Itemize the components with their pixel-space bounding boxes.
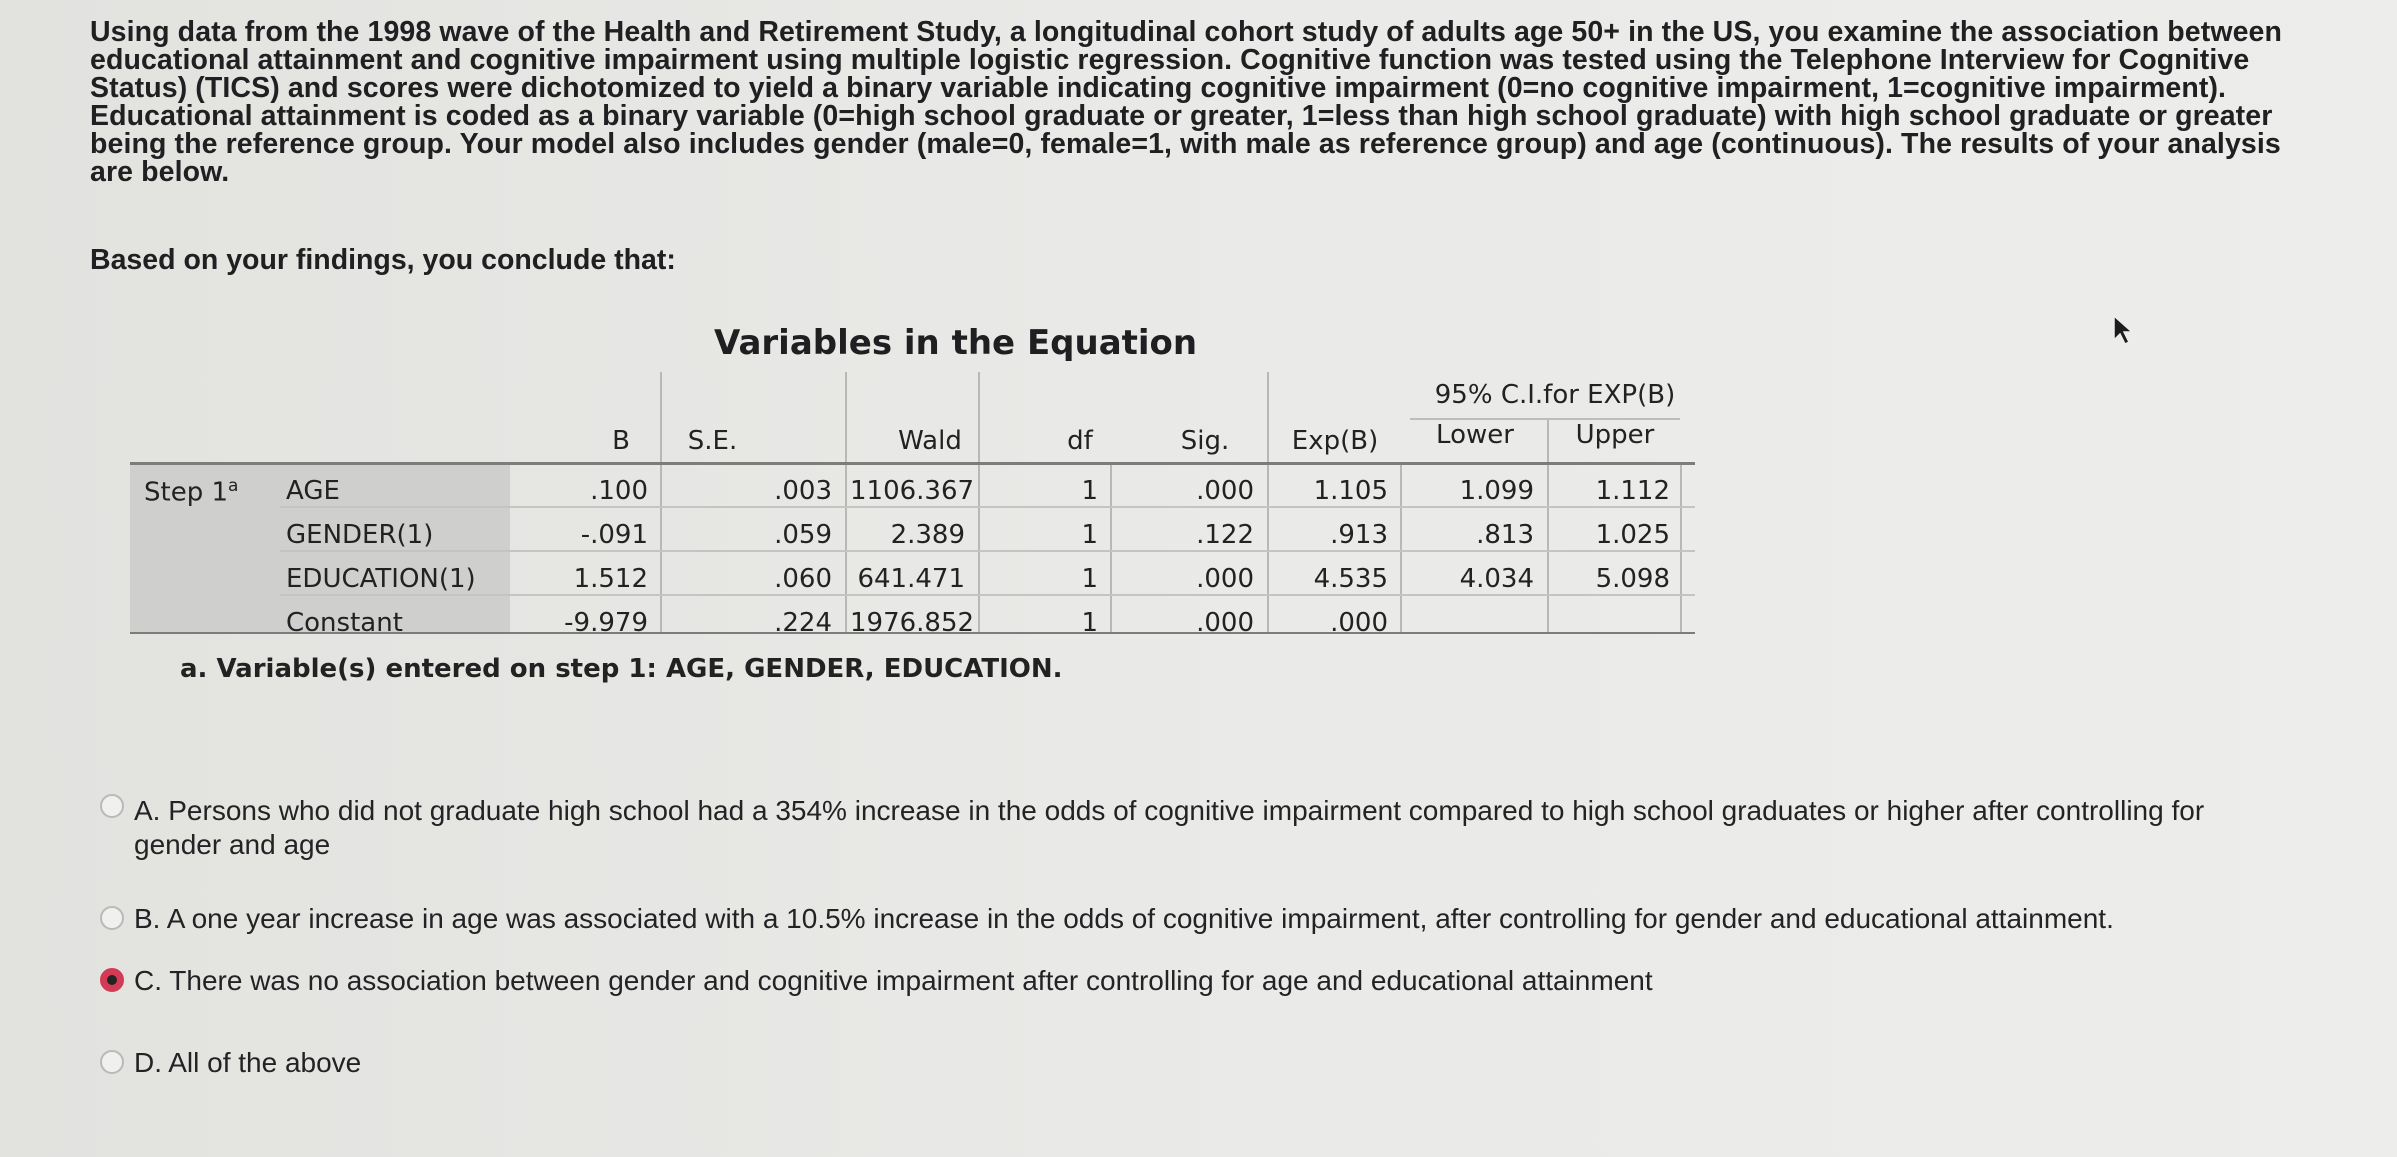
table-footnote: a. Variable(s) entered on step 1: AGE, GENDER, EDUCATION. (180, 654, 1063, 684)
row-var-age: AGE (286, 476, 340, 506)
row-var-constant: Constant (286, 608, 403, 638)
col-header-expb: Exp(B) (1291, 426, 1379, 456)
step-superscript: a (228, 476, 239, 496)
cell-lower: 1.099 (1459, 476, 1534, 506)
question-prompt: Based on your findings, you conclude that: (90, 244, 676, 276)
cell-expb: 4.535 (1313, 564, 1388, 594)
option-c-text (134, 964, 1653, 998)
cell-expb: 1.105 (1313, 476, 1388, 506)
column-divider (1547, 464, 1549, 632)
cell-lower: 4.034 (1459, 564, 1534, 594)
col-header-b: B (612, 426, 630, 456)
column-divider (845, 464, 847, 632)
cell-sig: .000 (1196, 608, 1254, 638)
cell-sig: .000 (1196, 564, 1254, 594)
row-rule (280, 506, 1695, 508)
cell-b: .100 (590, 476, 648, 506)
radio-c-selected-icon[interactable] (100, 968, 124, 992)
column-divider (660, 464, 662, 632)
table-title: Variables in the Equation (714, 323, 1198, 363)
column-divider (1680, 464, 1682, 632)
row-rule (280, 550, 1695, 552)
radio-b-icon[interactable] (100, 906, 124, 930)
cell-expb: .913 (1330, 520, 1388, 550)
cell-sig: .000 (1196, 476, 1254, 506)
column-divider (978, 464, 980, 632)
option-b-label: A one year increase in age was associated with a 10.5% increase in the odds of cognitive impairment, after controlling for gender and educational attainment. (166, 903, 2114, 934)
cell-b: -9.979 (564, 608, 648, 638)
option-d-letter: D. (134, 1047, 162, 1078)
cell-wald: 1976.852 (850, 608, 975, 638)
option-a-label: Persons who did not graduate high school had a 354% increase in the odds of cognitive impairment compared to high school graduates or higher after controlling for gender and age (134, 795, 2205, 860)
option-b-letter: B. (134, 903, 161, 934)
cell-se: .060 (774, 564, 832, 594)
column-divider (1110, 464, 1112, 632)
column-divider (1267, 372, 1269, 464)
col-header-se: S.E. (687, 426, 738, 456)
radio-a-icon[interactable] (100, 794, 124, 818)
cell-df: 1 (1081, 564, 1098, 594)
cell-upper: 1.112 (1595, 476, 1670, 506)
cell-se: .003 (774, 476, 832, 506)
option-c-label: There was no association between gender and cognitive impairment after controlling for age and educational attainment (169, 965, 1653, 996)
cell-upper: 5.098 (1595, 564, 1670, 594)
cell-b: 1.512 (573, 564, 648, 594)
header-rule (130, 462, 1695, 465)
column-divider (1400, 464, 1402, 632)
regression-table (130, 372, 1695, 642)
col-header-df: df (1067, 426, 1093, 456)
cell-se: .224 (774, 608, 832, 638)
cell-se: .059 (774, 520, 832, 550)
option-a-text (134, 794, 2274, 862)
mouse-cursor-icon (2114, 316, 2140, 350)
cell-lower: .813 (1476, 520, 1534, 550)
radio-d-icon[interactable] (100, 1050, 124, 1074)
cell-df: 1 (1081, 608, 1098, 638)
column-divider (1267, 464, 1269, 632)
option-a-letter: A. (134, 795, 161, 826)
step-label-text: Step 1 (144, 477, 229, 508)
row-var-gender: GENDER(1) (286, 520, 434, 550)
option-b-text (134, 902, 2114, 936)
cell-wald: 2.389 (890, 520, 965, 550)
option-d-text (134, 1046, 361, 1080)
ci-header: 95% C.I.for EXP(B) (1434, 380, 1676, 410)
col-header-lower: Lower (1436, 420, 1514, 450)
cell-b: -.091 (580, 520, 648, 550)
cell-upper: 1.025 (1595, 520, 1670, 550)
column-divider (1547, 418, 1549, 464)
question-text: Using data from the 1998 wave of the Health and Retirement Study, a longitudinal cohort study of adults age 50+ in the US, you examine the association between educational attainment and cognitive impairment using multiple logistic regression. Cognitive function was tested using the Telephone Interview for Cognitive Status) (TICS) and scores were dichotomized to yield a binary variable indicating cognitive impairment (0=no cognitive impairment, 1=cognitive impairment). Educational attainment is coded as a binary variable (0=high school graduate or greater, 1=less than high school graduate) with high school graduate or greater being the reference group. Your model also includes gender (male=0, female=1, with male as reference group) and age (continuous). The results of your analysis are below. (90, 16, 2282, 188)
cell-sig: .122 (1196, 520, 1254, 550)
option-c-letter: C. (134, 965, 162, 996)
row-var-education: EDUCATION(1) (286, 564, 476, 594)
row-rule (280, 594, 1695, 596)
option-d-label: All of the above (168, 1047, 362, 1078)
col-header-wald: Wald (898, 426, 962, 456)
col-header-sig: Sig. (1180, 426, 1230, 456)
cell-df: 1 (1081, 476, 1098, 506)
cell-df: 1 (1081, 520, 1098, 550)
step-label (144, 476, 238, 508)
cell-wald: 1106.367 (850, 476, 975, 506)
cell-wald: 641.471 (857, 564, 965, 594)
col-header-upper: Upper (1575, 420, 1655, 450)
cell-expb: .000 (1330, 608, 1388, 638)
